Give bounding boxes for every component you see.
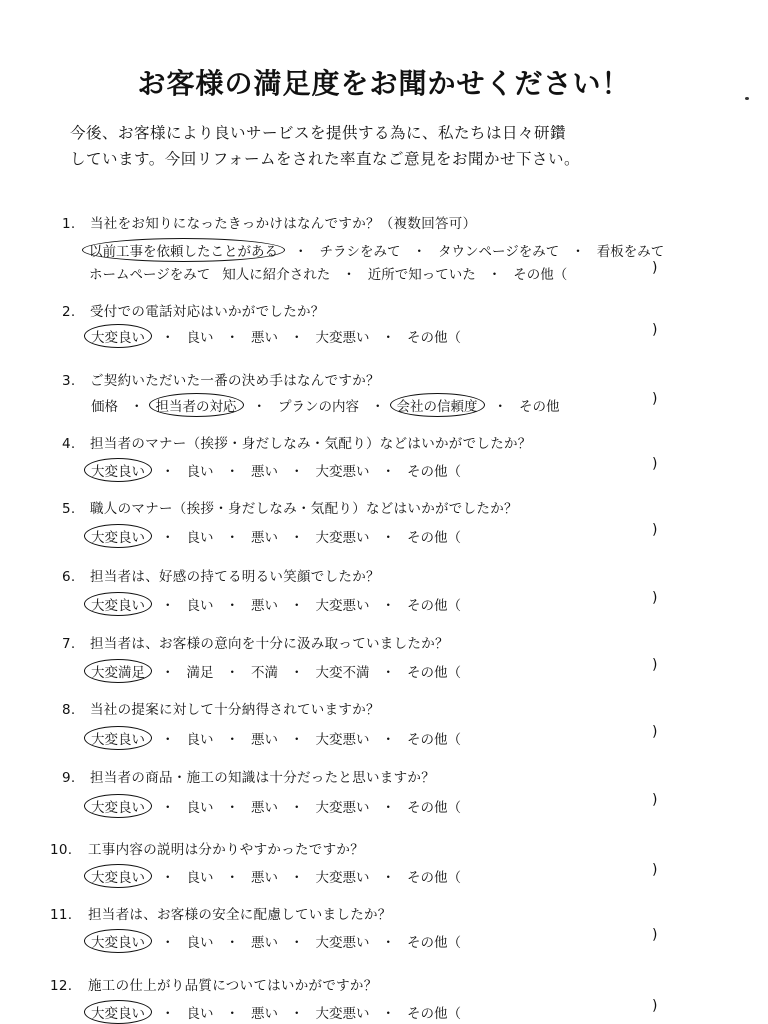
separator: ・ (290, 530, 304, 546)
question-number: 12. (50, 978, 73, 994)
option-circled[interactable]: 大変良い (84, 592, 152, 616)
question-7-options (88, 659, 464, 683)
separator: ・ (161, 935, 175, 951)
question-number: 4. (62, 436, 76, 452)
option[interactable]: タウンページをみて (438, 244, 560, 260)
close-paren: ) (652, 862, 658, 878)
close-paren: ) (652, 792, 658, 808)
question-label: 当社をお知りになったきっかけはなんですか？（複数回答可） (90, 216, 477, 232)
separator: ・ (381, 935, 395, 951)
separator: ・ (381, 330, 395, 346)
separator: ・ (225, 464, 239, 480)
option[interactable]: その他（ (407, 464, 461, 480)
question-10-text (50, 838, 364, 858)
option[interactable]: 悪い (251, 935, 278, 951)
question-12-text (50, 974, 378, 994)
option-circled[interactable]: 大変良い (84, 929, 152, 953)
page-title: お客様の満足度をお聞かせください！ (137, 67, 631, 100)
option[interactable]: 悪い (251, 732, 278, 748)
option-circled[interactable]: 会社の信頼度 (390, 393, 485, 417)
option[interactable]: その他（ (407, 870, 461, 886)
separator: ・ (161, 732, 175, 748)
option[interactable]: 大変悪い (315, 800, 370, 816)
separator: ・ (252, 399, 266, 415)
question-3-options (88, 393, 563, 417)
option[interactable]: 満足 (186, 665, 214, 681)
question-label: 担当者は、好感の持てる明るい笑顔でしたか？ (90, 569, 380, 585)
separator: ・ (493, 399, 507, 415)
separator: ・ (225, 598, 239, 614)
question-number: 10. (50, 842, 73, 858)
option[interactable]: その他（ (407, 732, 461, 748)
question-8-text (62, 698, 380, 718)
separator: ・ (381, 870, 395, 886)
separator: ・ (161, 1006, 175, 1022)
intro-text (70, 120, 710, 172)
separator: ・ (290, 464, 304, 480)
close-paren: ) (652, 456, 658, 472)
separator: ・ (381, 800, 395, 816)
option[interactable]: 不満 (251, 665, 278, 681)
separator: ・ (161, 665, 175, 681)
option[interactable]: 良い (186, 530, 214, 546)
option-circled[interactable]: 以前工事を依頼したことがある (82, 238, 285, 262)
intro-line-2: しています。今回リフォームをされた率直なご意見をお聞かせ下さい。 (70, 150, 580, 168)
question-4-options (88, 458, 464, 482)
question-number: 7. (62, 636, 76, 652)
option[interactable]: 良い (186, 935, 214, 951)
option-circled[interactable]: 担当者の対応 (149, 393, 244, 417)
option-circled[interactable]: 大変良い (84, 726, 152, 750)
option[interactable]: 大変悪い (315, 1006, 370, 1022)
question-6-text (62, 565, 380, 585)
separator: ・ (161, 800, 175, 816)
question-label: 当社の提案に対して十分納得されていますか？ (90, 702, 380, 718)
option-circled[interactable]: 大変良い (84, 794, 152, 818)
option[interactable]: その他（ (407, 1006, 461, 1022)
option[interactable]: 良い (186, 800, 214, 816)
option-circled[interactable]: 大変良い (84, 324, 152, 348)
separator: ・ (161, 870, 175, 886)
separator: ・ (225, 935, 239, 951)
question-12-options (88, 1000, 464, 1024)
option[interactable]: 悪い (251, 1006, 278, 1022)
option[interactable]: 大変悪い (315, 870, 370, 886)
option[interactable]: ホームページをみて (89, 267, 211, 283)
close-paren: ) (652, 391, 658, 407)
option[interactable]: 良い (186, 598, 214, 614)
separator: ・ (161, 530, 175, 546)
separator: ・ (290, 800, 304, 816)
close-paren: ) (652, 260, 658, 276)
question-label: 担当者は、お客様の意向を十分に汲み取っていましたか？ (90, 636, 449, 652)
close-paren: ) (652, 998, 658, 1014)
question-1-options-row2: ホームページをみて 知人に紹介された ・ 近所で知っていた ・ その他（ (86, 262, 570, 284)
scan-speck (745, 97, 749, 100)
option[interactable]: 大変悪い (315, 732, 370, 748)
question-number: 2. (62, 304, 76, 320)
separator: ・ (381, 530, 395, 546)
separator: ・ (225, 1006, 239, 1022)
option[interactable]: 良い (186, 464, 214, 480)
option[interactable]: 悪い (251, 800, 278, 816)
close-paren: ) (652, 927, 658, 943)
separator: ・ (290, 598, 304, 614)
question-number: 1. (62, 216, 76, 232)
option[interactable]: 悪い (251, 330, 278, 346)
separator: ・ (161, 464, 175, 480)
separator: ・ (381, 598, 395, 614)
option-circled[interactable]: 大変良い (84, 1000, 152, 1024)
question-4-text (62, 432, 532, 452)
option[interactable]: その他（ (407, 665, 461, 681)
question-label: ご契約いただいた一番の決め手はなんですか？ (90, 373, 380, 389)
option-circled[interactable]: 大変良い (84, 458, 152, 482)
option[interactable]: その他（ (407, 330, 461, 346)
question-3-text (62, 369, 380, 389)
separator: ・ (371, 399, 385, 415)
close-paren: ) (652, 724, 658, 740)
question-label: 工事内容の説明は分かりやすかったですか？ (88, 842, 364, 858)
option[interactable]: その他（ (513, 267, 568, 283)
separator: ・ (381, 464, 395, 480)
option[interactable]: プランの内容 (278, 399, 359, 415)
question-number: 5. (62, 501, 76, 517)
question-6-options (88, 592, 464, 616)
intro-line-1: 今後、お客様により良いサービスを提供する為に、私たちは日々研鑽 (70, 124, 567, 142)
question-label: 施工の仕上がり品質についてはいかがですか？ (88, 978, 378, 994)
question-label: 担当者の商品・施工の知識は十分だったと思いますか？ (90, 770, 435, 786)
question-label: 受付での電話対応はいかがでしたか？ (90, 304, 325, 320)
option[interactable]: 大変悪い (315, 598, 370, 614)
question-1-options-row1: 以前工事を依頼したことがある ・ チラシをみて ・ タウンページをみて ・ 看板をみて (86, 238, 667, 262)
separator: ・ (381, 732, 395, 748)
question-number: 8. (62, 702, 76, 718)
option-circled[interactable]: 大変満足 (84, 659, 152, 683)
question-number: 6. (62, 569, 76, 585)
separator: ・ (161, 598, 175, 614)
option[interactable]: 良い (186, 870, 214, 886)
option[interactable]: 近所で知っていた (367, 267, 476, 283)
option-circled[interactable]: 大変良い (84, 864, 152, 888)
question-label: 職人のマナー（挨拶・身だしなみ・気配り）などはいかがでしたか？ (90, 501, 518, 517)
question-7-text (62, 632, 449, 652)
separator: ・ (290, 665, 304, 681)
option[interactable]: その他（ (407, 598, 461, 614)
option[interactable]: 良い (186, 732, 214, 748)
separator: ・ (290, 935, 304, 951)
option[interactable]: 悪い (251, 530, 278, 546)
question-number: 11. (50, 907, 73, 923)
close-paren: ) (652, 322, 658, 338)
separator: ・ (381, 665, 395, 681)
question-2-options (88, 324, 464, 348)
separator: ・ (225, 665, 239, 681)
option[interactable]: 悪い (251, 464, 278, 480)
close-paren: ) (652, 657, 658, 673)
question-number: 9. (62, 770, 76, 786)
question-9-text (62, 766, 435, 786)
separator: ・ (290, 330, 304, 346)
option[interactable]: 看板をみて (596, 244, 665, 260)
option[interactable]: 悪い (251, 870, 278, 886)
option[interactable]: 大変悪い (315, 330, 370, 346)
option[interactable]: 良い (186, 1006, 214, 1022)
option[interactable]: その他（ (407, 530, 461, 546)
question-label: 担当者のマナー（挨拶・身だしなみ・気配り）などはいかがでしたか？ (90, 436, 532, 452)
option[interactable]: 知人に紹介された (222, 267, 331, 283)
separator: ・ (381, 1006, 395, 1022)
option[interactable]: 大変悪い (315, 935, 370, 951)
separator: ・ (161, 330, 175, 346)
separator: ・ (290, 870, 304, 886)
question-8-options (88, 726, 464, 750)
option[interactable]: 大変不満 (315, 665, 370, 681)
question-number: 3. (62, 373, 76, 389)
question-11-text (50, 903, 392, 923)
question-10-options (88, 864, 464, 888)
option[interactable]: その他（ (407, 800, 461, 816)
option[interactable]: その他 (519, 399, 560, 415)
option[interactable]: チラシをみて (319, 244, 401, 260)
question-9-options (88, 794, 464, 818)
separator: ・ (225, 330, 239, 346)
option-circled[interactable]: 大変良い (84, 524, 152, 548)
question-2-text (62, 300, 325, 320)
question-5-text (62, 497, 518, 517)
option[interactable]: その他（ (407, 935, 461, 951)
separator: ・ (225, 870, 239, 886)
separator: ・ (225, 800, 239, 816)
option[interactable]: 悪い (251, 598, 278, 614)
separator: ・ (290, 1006, 304, 1022)
close-paren: ) (652, 522, 658, 538)
option[interactable]: 大変悪い (315, 530, 370, 546)
separator: ・ (290, 732, 304, 748)
option[interactable]: 大変悪い (315, 464, 370, 480)
separator: ・ (225, 732, 239, 748)
separator: ・ (130, 399, 144, 415)
question-11-options (88, 929, 464, 953)
option[interactable]: 価格 (91, 399, 118, 415)
option[interactable]: 良い (186, 330, 214, 346)
separator: ・ (225, 530, 239, 546)
close-paren: ) (652, 590, 658, 606)
question-1-text (62, 212, 476, 232)
question-5-options (88, 524, 464, 548)
question-label: 担当者は、お客様の安全に配慮していましたか？ (88, 907, 392, 923)
